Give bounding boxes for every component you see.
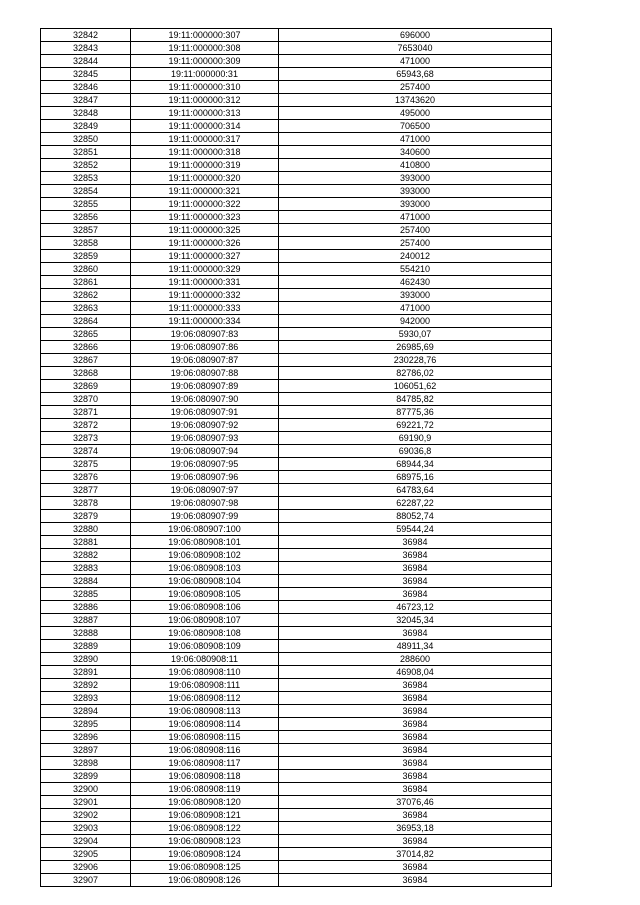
table-row bbox=[41, 848, 552, 861]
table-row bbox=[41, 120, 552, 133]
table-row bbox=[41, 146, 552, 159]
cadastral-number-cell: 19:06:080908:111 bbox=[131, 679, 279, 692]
table-row bbox=[41, 549, 552, 562]
table-row bbox=[41, 328, 552, 341]
table-row bbox=[41, 68, 552, 81]
table-row bbox=[41, 809, 552, 822]
row-number-cell: 32875 bbox=[41, 458, 131, 471]
row-number-cell: 32868 bbox=[41, 367, 131, 380]
cadastral-number-cell: 19:06:080908:110 bbox=[131, 666, 279, 679]
value-cell: 7653040 bbox=[279, 42, 552, 55]
row-number-cell: 32896 bbox=[41, 731, 131, 744]
value-cell: 36984 bbox=[279, 861, 552, 874]
table-row bbox=[41, 861, 552, 874]
row-number-cell: 32901 bbox=[41, 796, 131, 809]
cadastral-number-cell: 19:06:080907:86 bbox=[131, 341, 279, 354]
row-number-cell: 32879 bbox=[41, 510, 131, 523]
row-number-cell: 32892 bbox=[41, 679, 131, 692]
cadastral-number-cell: 19:06:080907:90 bbox=[131, 393, 279, 406]
value-cell: 65943,68 bbox=[279, 68, 552, 81]
table-row bbox=[41, 770, 552, 783]
row-number-cell: 32849 bbox=[41, 120, 131, 133]
value-cell: 240012 bbox=[279, 250, 552, 263]
value-cell: 393000 bbox=[279, 172, 552, 185]
row-number-cell: 32848 bbox=[41, 107, 131, 120]
row-number-cell: 32854 bbox=[41, 185, 131, 198]
table-row bbox=[41, 692, 552, 705]
cadastral-number-cell: 19:06:080908:108 bbox=[131, 627, 279, 640]
row-number-cell: 32905 bbox=[41, 848, 131, 861]
value-cell: 36984 bbox=[279, 575, 552, 588]
row-number-cell: 32842 bbox=[41, 29, 131, 42]
table-row bbox=[41, 445, 552, 458]
cadastral-number-cell: 19:11:000000:309 bbox=[131, 55, 279, 68]
table-row bbox=[41, 276, 552, 289]
table-row bbox=[41, 107, 552, 120]
cadastral-number-cell: 19:06:080907:100 bbox=[131, 523, 279, 536]
table-row bbox=[41, 159, 552, 172]
cadastral-number-cell: 19:06:080907:91 bbox=[131, 406, 279, 419]
cadastral-number-cell: 19:11:000000:308 bbox=[131, 42, 279, 55]
table-row bbox=[41, 211, 552, 224]
cadastral-number-cell: 19:06:080908:126 bbox=[131, 874, 279, 887]
value-cell: 257400 bbox=[279, 224, 552, 237]
cadastral-number-cell: 19:11:000000:331 bbox=[131, 276, 279, 289]
table-row bbox=[41, 263, 552, 276]
table-row bbox=[41, 432, 552, 445]
cadastral-number-cell: 19:06:080908:125 bbox=[131, 861, 279, 874]
cadastral-number-cell: 19:06:080908:105 bbox=[131, 588, 279, 601]
cadastral-number-cell: 19:11:000000:318 bbox=[131, 146, 279, 159]
row-number-cell: 32856 bbox=[41, 211, 131, 224]
value-cell: 68944,34 bbox=[279, 458, 552, 471]
value-cell: 230228,76 bbox=[279, 354, 552, 367]
row-number-cell: 32844 bbox=[41, 55, 131, 68]
row-number-cell: 32858 bbox=[41, 237, 131, 250]
row-number-cell: 32898 bbox=[41, 757, 131, 770]
row-number-cell: 32900 bbox=[41, 783, 131, 796]
cadastral-number-cell: 19:11:000000:314 bbox=[131, 120, 279, 133]
value-cell: 36984 bbox=[279, 562, 552, 575]
cadastral-number-cell: 19:11:000000:322 bbox=[131, 198, 279, 211]
value-cell: 46908,04 bbox=[279, 666, 552, 679]
cadastral-number-cell: 19:11:000000:312 bbox=[131, 94, 279, 107]
cadastral-number-cell: 19:06:080908:106 bbox=[131, 601, 279, 614]
table-row bbox=[41, 289, 552, 302]
value-cell: 706500 bbox=[279, 120, 552, 133]
table-row bbox=[41, 393, 552, 406]
row-number-cell: 32907 bbox=[41, 874, 131, 887]
value-cell: 942000 bbox=[279, 315, 552, 328]
row-number-cell: 32855 bbox=[41, 198, 131, 211]
cadastral-number-cell: 19:06:080907:87 bbox=[131, 354, 279, 367]
table-row bbox=[41, 757, 552, 770]
cadastral-number-cell: 19:11:000000:323 bbox=[131, 211, 279, 224]
value-cell: 46723,12 bbox=[279, 601, 552, 614]
cadastral-number-cell: 19:06:080908:102 bbox=[131, 549, 279, 562]
value-cell: 36984 bbox=[279, 835, 552, 848]
table-row bbox=[41, 653, 552, 666]
row-number-cell: 32897 bbox=[41, 744, 131, 757]
row-number-cell: 32880 bbox=[41, 523, 131, 536]
table-row bbox=[41, 783, 552, 796]
row-number-cell: 32885 bbox=[41, 588, 131, 601]
row-number-cell: 32878 bbox=[41, 497, 131, 510]
value-cell: 36984 bbox=[279, 679, 552, 692]
table-row bbox=[41, 601, 552, 614]
cadastral-number-cell: 19:06:080908:103 bbox=[131, 562, 279, 575]
value-cell: 36984 bbox=[279, 627, 552, 640]
row-number-cell: 32850 bbox=[41, 133, 131, 146]
table-body bbox=[41, 29, 552, 887]
row-number-cell: 32860 bbox=[41, 263, 131, 276]
table-row bbox=[41, 458, 552, 471]
cadastral-number-cell: 19:11:000000:320 bbox=[131, 172, 279, 185]
row-number-cell: 32876 bbox=[41, 471, 131, 484]
row-number-cell: 32873 bbox=[41, 432, 131, 445]
value-cell: 5930,07 bbox=[279, 328, 552, 341]
table-row bbox=[41, 94, 552, 107]
table-row bbox=[41, 575, 552, 588]
row-number-cell: 32890 bbox=[41, 653, 131, 666]
cadastral-number-cell: 19:06:080908:116 bbox=[131, 744, 279, 757]
row-number-cell: 32857 bbox=[41, 224, 131, 237]
cadastral-number-cell: 19:06:080908:115 bbox=[131, 731, 279, 744]
table-row bbox=[41, 614, 552, 627]
table-row bbox=[41, 627, 552, 640]
table-row bbox=[41, 510, 552, 523]
value-cell: 36984 bbox=[279, 549, 552, 562]
table-row bbox=[41, 133, 552, 146]
row-number-cell: 32902 bbox=[41, 809, 131, 822]
row-number-cell: 32903 bbox=[41, 822, 131, 835]
table-row bbox=[41, 172, 552, 185]
value-cell: 696000 bbox=[279, 29, 552, 42]
value-cell: 36984 bbox=[279, 770, 552, 783]
row-number-cell: 32847 bbox=[41, 94, 131, 107]
row-number-cell: 32864 bbox=[41, 315, 131, 328]
value-cell: 36984 bbox=[279, 692, 552, 705]
value-cell: 36984 bbox=[279, 744, 552, 757]
cadastral-number-cell: 19:11:000000:310 bbox=[131, 81, 279, 94]
row-number-cell: 32906 bbox=[41, 861, 131, 874]
table-row bbox=[41, 81, 552, 94]
table-row bbox=[41, 55, 552, 68]
value-cell: 59544,24 bbox=[279, 523, 552, 536]
table-row bbox=[41, 822, 552, 835]
table-row bbox=[41, 536, 552, 549]
value-cell: 36984 bbox=[279, 718, 552, 731]
cadastral-number-cell: 19:11:000000:334 bbox=[131, 315, 279, 328]
row-number-cell: 32874 bbox=[41, 445, 131, 458]
value-cell: 471000 bbox=[279, 302, 552, 315]
value-cell: 36984 bbox=[279, 757, 552, 770]
table-row bbox=[41, 666, 552, 679]
cadastral-number-cell: 19:06:080908:101 bbox=[131, 536, 279, 549]
table-row bbox=[41, 237, 552, 250]
row-number-cell: 32883 bbox=[41, 562, 131, 575]
table-row bbox=[41, 419, 552, 432]
row-number-cell: 32893 bbox=[41, 692, 131, 705]
value-cell: 36984 bbox=[279, 874, 552, 887]
value-cell: 26985,69 bbox=[279, 341, 552, 354]
cadastral-number-cell: 19:06:080907:83 bbox=[131, 328, 279, 341]
table-row bbox=[41, 367, 552, 380]
value-cell: 32045,34 bbox=[279, 614, 552, 627]
value-cell: 87775,36 bbox=[279, 406, 552, 419]
value-cell: 36984 bbox=[279, 809, 552, 822]
value-cell: 13743620 bbox=[279, 94, 552, 107]
cadastral-number-cell: 19:11:000000:317 bbox=[131, 133, 279, 146]
value-cell: 62287,22 bbox=[279, 497, 552, 510]
cadastral-number-cell: 19:06:080907:95 bbox=[131, 458, 279, 471]
cadastral-number-cell: 19:11:000000:329 bbox=[131, 263, 279, 276]
cadastral-number-cell: 19:06:080907:96 bbox=[131, 471, 279, 484]
row-number-cell: 32871 bbox=[41, 406, 131, 419]
value-cell: 410800 bbox=[279, 159, 552, 172]
value-cell: 68975,16 bbox=[279, 471, 552, 484]
cadastral-number-cell: 19:06:080908:123 bbox=[131, 835, 279, 848]
row-number-cell: 32859 bbox=[41, 250, 131, 263]
table-row bbox=[41, 354, 552, 367]
cadastral-number-cell: 19:11:000000:325 bbox=[131, 224, 279, 237]
data-table bbox=[40, 28, 552, 887]
value-cell: 257400 bbox=[279, 81, 552, 94]
value-cell: 36984 bbox=[279, 783, 552, 796]
table-row bbox=[41, 731, 552, 744]
value-cell: 69221,72 bbox=[279, 419, 552, 432]
value-cell: 69036,8 bbox=[279, 445, 552, 458]
row-number-cell: 32846 bbox=[41, 81, 131, 94]
cadastral-number-cell: 19:06:080908:119 bbox=[131, 783, 279, 796]
value-cell: 340600 bbox=[279, 146, 552, 159]
row-number-cell: 32851 bbox=[41, 146, 131, 159]
table-row bbox=[41, 523, 552, 536]
cadastral-number-cell: 19:11:000000:31 bbox=[131, 68, 279, 81]
row-number-cell: 32866 bbox=[41, 341, 131, 354]
cadastral-number-cell: 19:11:000000:332 bbox=[131, 289, 279, 302]
value-cell: 495000 bbox=[279, 107, 552, 120]
row-number-cell: 32861 bbox=[41, 276, 131, 289]
row-number-cell: 32887 bbox=[41, 614, 131, 627]
table-row bbox=[41, 302, 552, 315]
table-row bbox=[41, 484, 552, 497]
table-row bbox=[41, 471, 552, 484]
cadastral-number-cell: 19:06:080908:124 bbox=[131, 848, 279, 861]
row-number-cell: 32895 bbox=[41, 718, 131, 731]
table-row bbox=[41, 705, 552, 718]
row-number-cell: 32870 bbox=[41, 393, 131, 406]
cadastral-number-cell: 19:06:080908:118 bbox=[131, 770, 279, 783]
row-number-cell: 32867 bbox=[41, 354, 131, 367]
table-row bbox=[41, 562, 552, 575]
cadastral-number-cell: 19:06:080908:112 bbox=[131, 692, 279, 705]
cadastral-number-cell: 19:06:080907:97 bbox=[131, 484, 279, 497]
table-row bbox=[41, 198, 552, 211]
table-row bbox=[41, 29, 552, 42]
row-number-cell: 32877 bbox=[41, 484, 131, 497]
row-number-cell: 32843 bbox=[41, 42, 131, 55]
cadastral-number-cell: 19:06:080907:89 bbox=[131, 380, 279, 393]
value-cell: 471000 bbox=[279, 211, 552, 224]
cadastral-number-cell: 19:06:080908:107 bbox=[131, 614, 279, 627]
cadastral-number-cell: 19:06:080907:98 bbox=[131, 497, 279, 510]
value-cell: 36984 bbox=[279, 588, 552, 601]
table-row bbox=[41, 380, 552, 393]
row-number-cell: 32904 bbox=[41, 835, 131, 848]
table-row bbox=[41, 224, 552, 237]
table-row bbox=[41, 874, 552, 887]
value-cell: 84785,82 bbox=[279, 393, 552, 406]
table-row bbox=[41, 744, 552, 757]
cadastral-number-cell: 19:06:080907:88 bbox=[131, 367, 279, 380]
table-row bbox=[41, 497, 552, 510]
value-cell: 288600 bbox=[279, 653, 552, 666]
row-number-cell: 32888 bbox=[41, 627, 131, 640]
cadastral-number-cell: 19:06:080908:120 bbox=[131, 796, 279, 809]
cadastral-number-cell: 19:06:080908:121 bbox=[131, 809, 279, 822]
cadastral-number-cell: 19:11:000000:319 bbox=[131, 159, 279, 172]
value-cell: 82786,02 bbox=[279, 367, 552, 380]
cadastral-number-cell: 19:11:000000:326 bbox=[131, 237, 279, 250]
table-row bbox=[41, 406, 552, 419]
value-cell: 462430 bbox=[279, 276, 552, 289]
cadastral-number-cell: 19:06:080908:109 bbox=[131, 640, 279, 653]
row-number-cell: 32899 bbox=[41, 770, 131, 783]
table-row bbox=[41, 588, 552, 601]
table-row bbox=[41, 42, 552, 55]
row-number-cell: 32853 bbox=[41, 172, 131, 185]
value-cell: 36984 bbox=[279, 705, 552, 718]
cadastral-number-cell: 19:06:080908:122 bbox=[131, 822, 279, 835]
value-cell: 471000 bbox=[279, 133, 552, 146]
cadastral-number-cell: 19:11:000000:333 bbox=[131, 302, 279, 315]
table-row bbox=[41, 250, 552, 263]
cadastral-number-cell: 19:06:080908:11 bbox=[131, 653, 279, 666]
row-number-cell: 32884 bbox=[41, 575, 131, 588]
row-number-cell: 32881 bbox=[41, 536, 131, 549]
row-number-cell: 32863 bbox=[41, 302, 131, 315]
table-row bbox=[41, 679, 552, 692]
cadastral-number-cell: 19:06:080908:114 bbox=[131, 718, 279, 731]
table-row bbox=[41, 315, 552, 328]
value-cell: 393000 bbox=[279, 289, 552, 302]
row-number-cell: 32862 bbox=[41, 289, 131, 302]
value-cell: 393000 bbox=[279, 198, 552, 211]
value-cell: 37076,46 bbox=[279, 796, 552, 809]
row-number-cell: 32845 bbox=[41, 68, 131, 81]
value-cell: 393000 bbox=[279, 185, 552, 198]
row-number-cell: 32872 bbox=[41, 419, 131, 432]
value-cell: 106051,62 bbox=[279, 380, 552, 393]
cadastral-number-cell: 19:11:000000:313 bbox=[131, 107, 279, 120]
value-cell: 48911,34 bbox=[279, 640, 552, 653]
row-number-cell: 32886 bbox=[41, 601, 131, 614]
value-cell: 257400 bbox=[279, 237, 552, 250]
cadastral-number-cell: 19:11:000000:307 bbox=[131, 29, 279, 42]
table-row bbox=[41, 718, 552, 731]
value-cell: 69190,9 bbox=[279, 432, 552, 445]
cadastral-number-cell: 19:06:080908:113 bbox=[131, 705, 279, 718]
row-number-cell: 32882 bbox=[41, 549, 131, 562]
row-number-cell: 32891 bbox=[41, 666, 131, 679]
table-row bbox=[41, 835, 552, 848]
cadastral-number-cell: 19:11:000000:327 bbox=[131, 250, 279, 263]
value-cell: 36953,18 bbox=[279, 822, 552, 835]
table-row bbox=[41, 796, 552, 809]
cadastral-number-cell: 19:06:080907:94 bbox=[131, 445, 279, 458]
table-row bbox=[41, 185, 552, 198]
value-cell: 88052,74 bbox=[279, 510, 552, 523]
cadastral-number-cell: 19:06:080908:104 bbox=[131, 575, 279, 588]
table-row bbox=[41, 341, 552, 354]
cadastral-number-cell: 19:06:080908:117 bbox=[131, 757, 279, 770]
cadastral-number-cell: 19:06:080907:92 bbox=[131, 419, 279, 432]
value-cell: 64783,64 bbox=[279, 484, 552, 497]
row-number-cell: 32865 bbox=[41, 328, 131, 341]
value-cell: 37014,82 bbox=[279, 848, 552, 861]
row-number-cell: 32894 bbox=[41, 705, 131, 718]
row-number-cell: 32869 bbox=[41, 380, 131, 393]
row-number-cell: 32852 bbox=[41, 159, 131, 172]
value-cell: 554210 bbox=[279, 263, 552, 276]
value-cell: 36984 bbox=[279, 731, 552, 744]
row-number-cell: 32889 bbox=[41, 640, 131, 653]
cadastral-number-cell: 19:11:000000:321 bbox=[131, 185, 279, 198]
cadastral-number-cell: 19:06:080907:99 bbox=[131, 510, 279, 523]
table-row bbox=[41, 640, 552, 653]
value-cell: 36984 bbox=[279, 536, 552, 549]
value-cell: 471000 bbox=[279, 55, 552, 68]
cadastral-number-cell: 19:06:080907:93 bbox=[131, 432, 279, 445]
